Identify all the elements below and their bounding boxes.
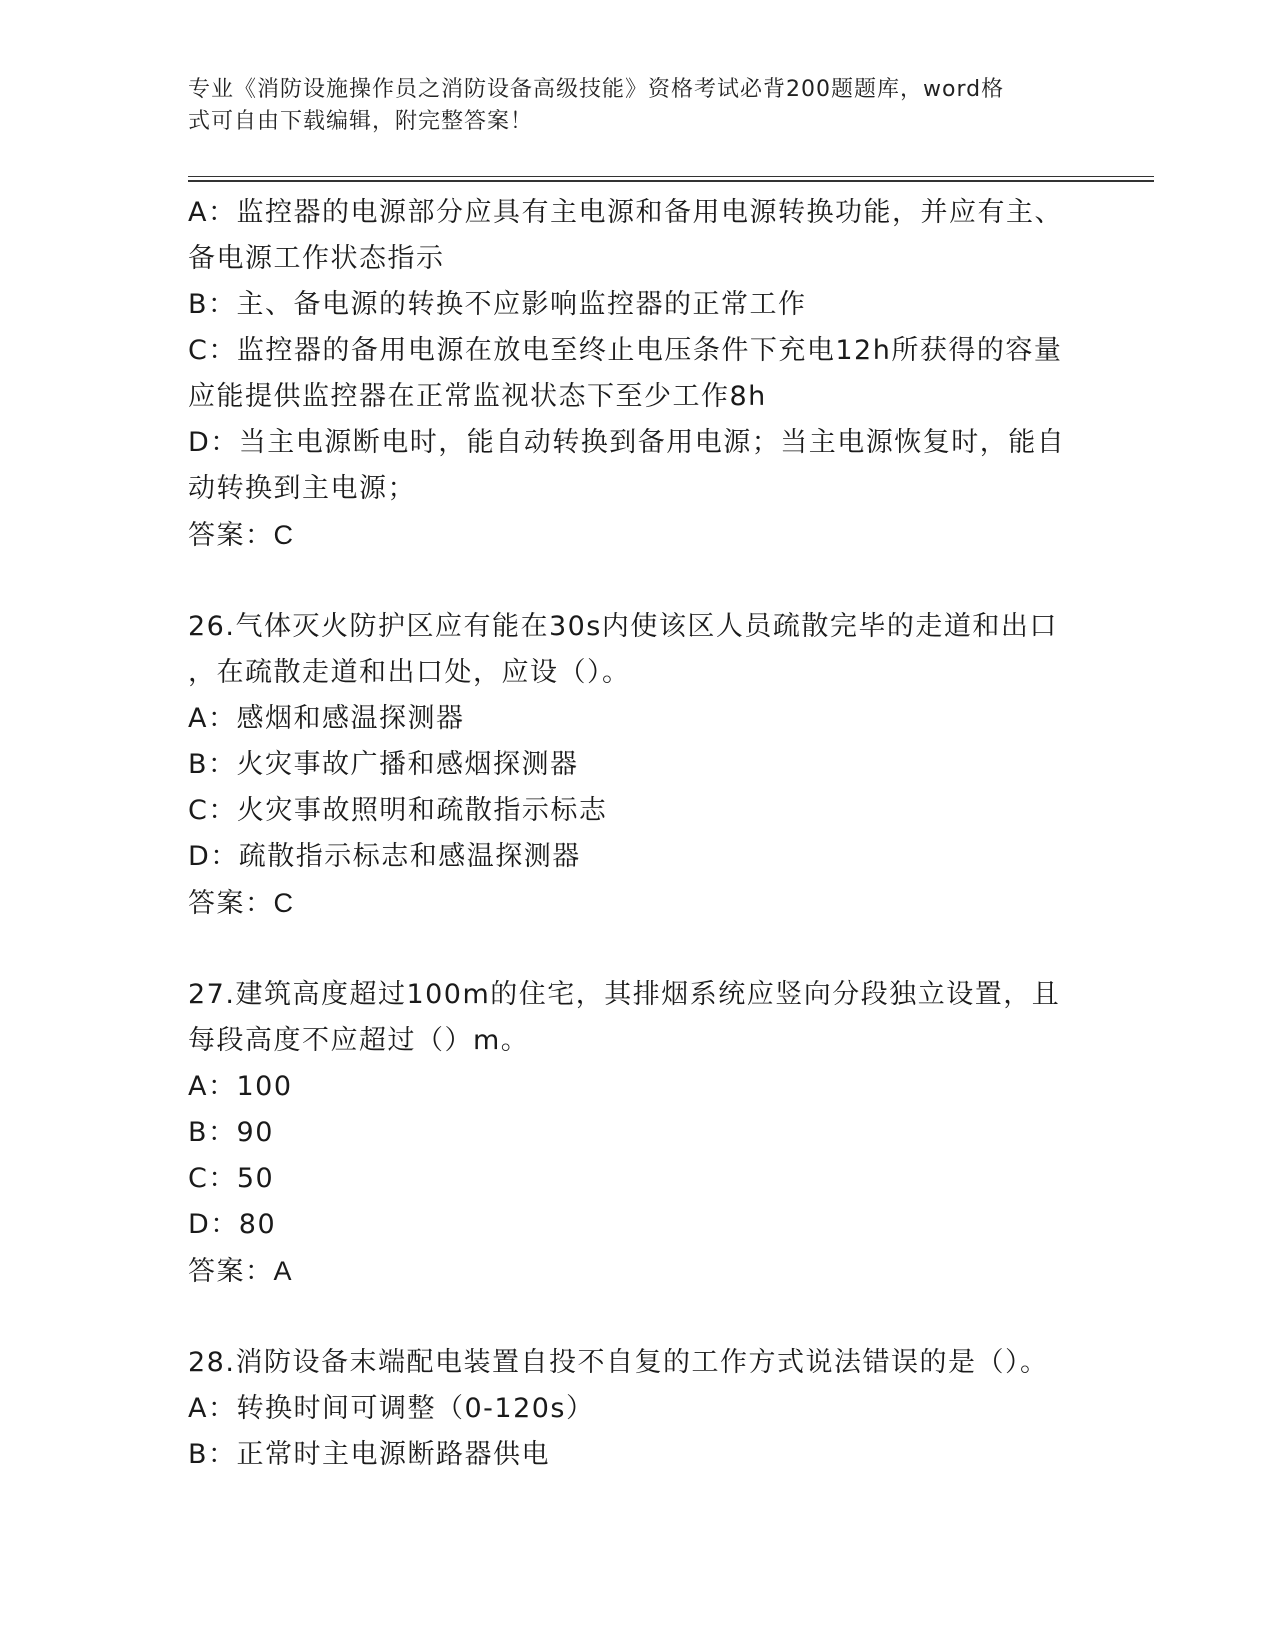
spacer	[188, 926, 1088, 972]
option-a-line-1: A：监控器的电源部分应具有主电源和备用电源转换功能，并应有主、	[188, 197, 1063, 228]
option-c-line-1: C：监控器的备用电源在放电至终止电压条件下充电12h所获得的容量	[188, 335, 1063, 366]
question-28	[188, 1340, 1088, 1478]
option-a: A：转换时间可调整（0-120s）	[188, 1393, 595, 1424]
answer: 答案：C	[188, 520, 295, 550]
question-content	[188, 190, 1088, 1478]
spacer	[188, 558, 1088, 604]
answer: 答案：A	[188, 1256, 294, 1286]
question-27	[188, 972, 1088, 1294]
option-d: D：疏散指示标志和感温探测器	[188, 841, 581, 872]
option-b: B：主、备电源的转换不应影响监控器的正常工作	[188, 289, 807, 320]
option-d-line-2: 动转换到主电源；	[188, 473, 416, 504]
header-line-2: 式可自由下载编辑，附完整答案！	[188, 109, 534, 134]
question-stem-line-1: 26.气体灭火防护区应有能在30s内使该区人员疏散完毕的走道和出口	[188, 611, 1058, 642]
question-stem-line-1: 27.建筑高度超过100m的住宅，其排烟系统应竖向分段独立设置，且	[188, 979, 1061, 1010]
question-stem-line-2: 每段高度不应超过（）m。	[188, 1025, 530, 1056]
option-a-line-2: 备电源工作状态指示	[188, 243, 445, 274]
question-25-options	[188, 190, 1088, 558]
document-header	[188, 74, 1068, 138]
option-d: D：80	[188, 1209, 277, 1240]
option-b: B：90	[188, 1117, 274, 1148]
divider-thin-line	[188, 176, 1154, 177]
question-stem-line-1: 28.消防设备末端配电装置自投不自复的工作方式说法错误的是（）。	[188, 1347, 1049, 1378]
spacer	[188, 1294, 1088, 1340]
option-c-line-2: 应能提供监控器在正常监视状态下至少工作8h	[188, 381, 767, 412]
option-b: B：正常时主电源断路器供电	[188, 1439, 551, 1470]
option-a: A：感烟和感温探测器	[188, 703, 465, 734]
divider-thick-line	[188, 180, 1154, 182]
header-divider	[188, 176, 1154, 181]
option-d-line-1: D：当主电源断电时，能自动转换到备用电源；当主电源恢复时，能自	[188, 427, 1066, 458]
option-a: A：100	[188, 1071, 293, 1102]
option-c: C：50	[188, 1163, 275, 1194]
answer: 答案：C	[188, 888, 295, 918]
option-b: B：火灾事故广播和感烟探测器	[188, 749, 579, 780]
question-26	[188, 604, 1088, 926]
header-line-1: 专业《消防设施操作员之消防设备高级技能》资格考试必背200题题库，word格	[188, 77, 1005, 102]
option-c: C：火灾事故照明和疏散指示标志	[188, 795, 608, 826]
question-stem-line-2: ，在疏散走道和出口处，应设（）。	[188, 657, 631, 688]
